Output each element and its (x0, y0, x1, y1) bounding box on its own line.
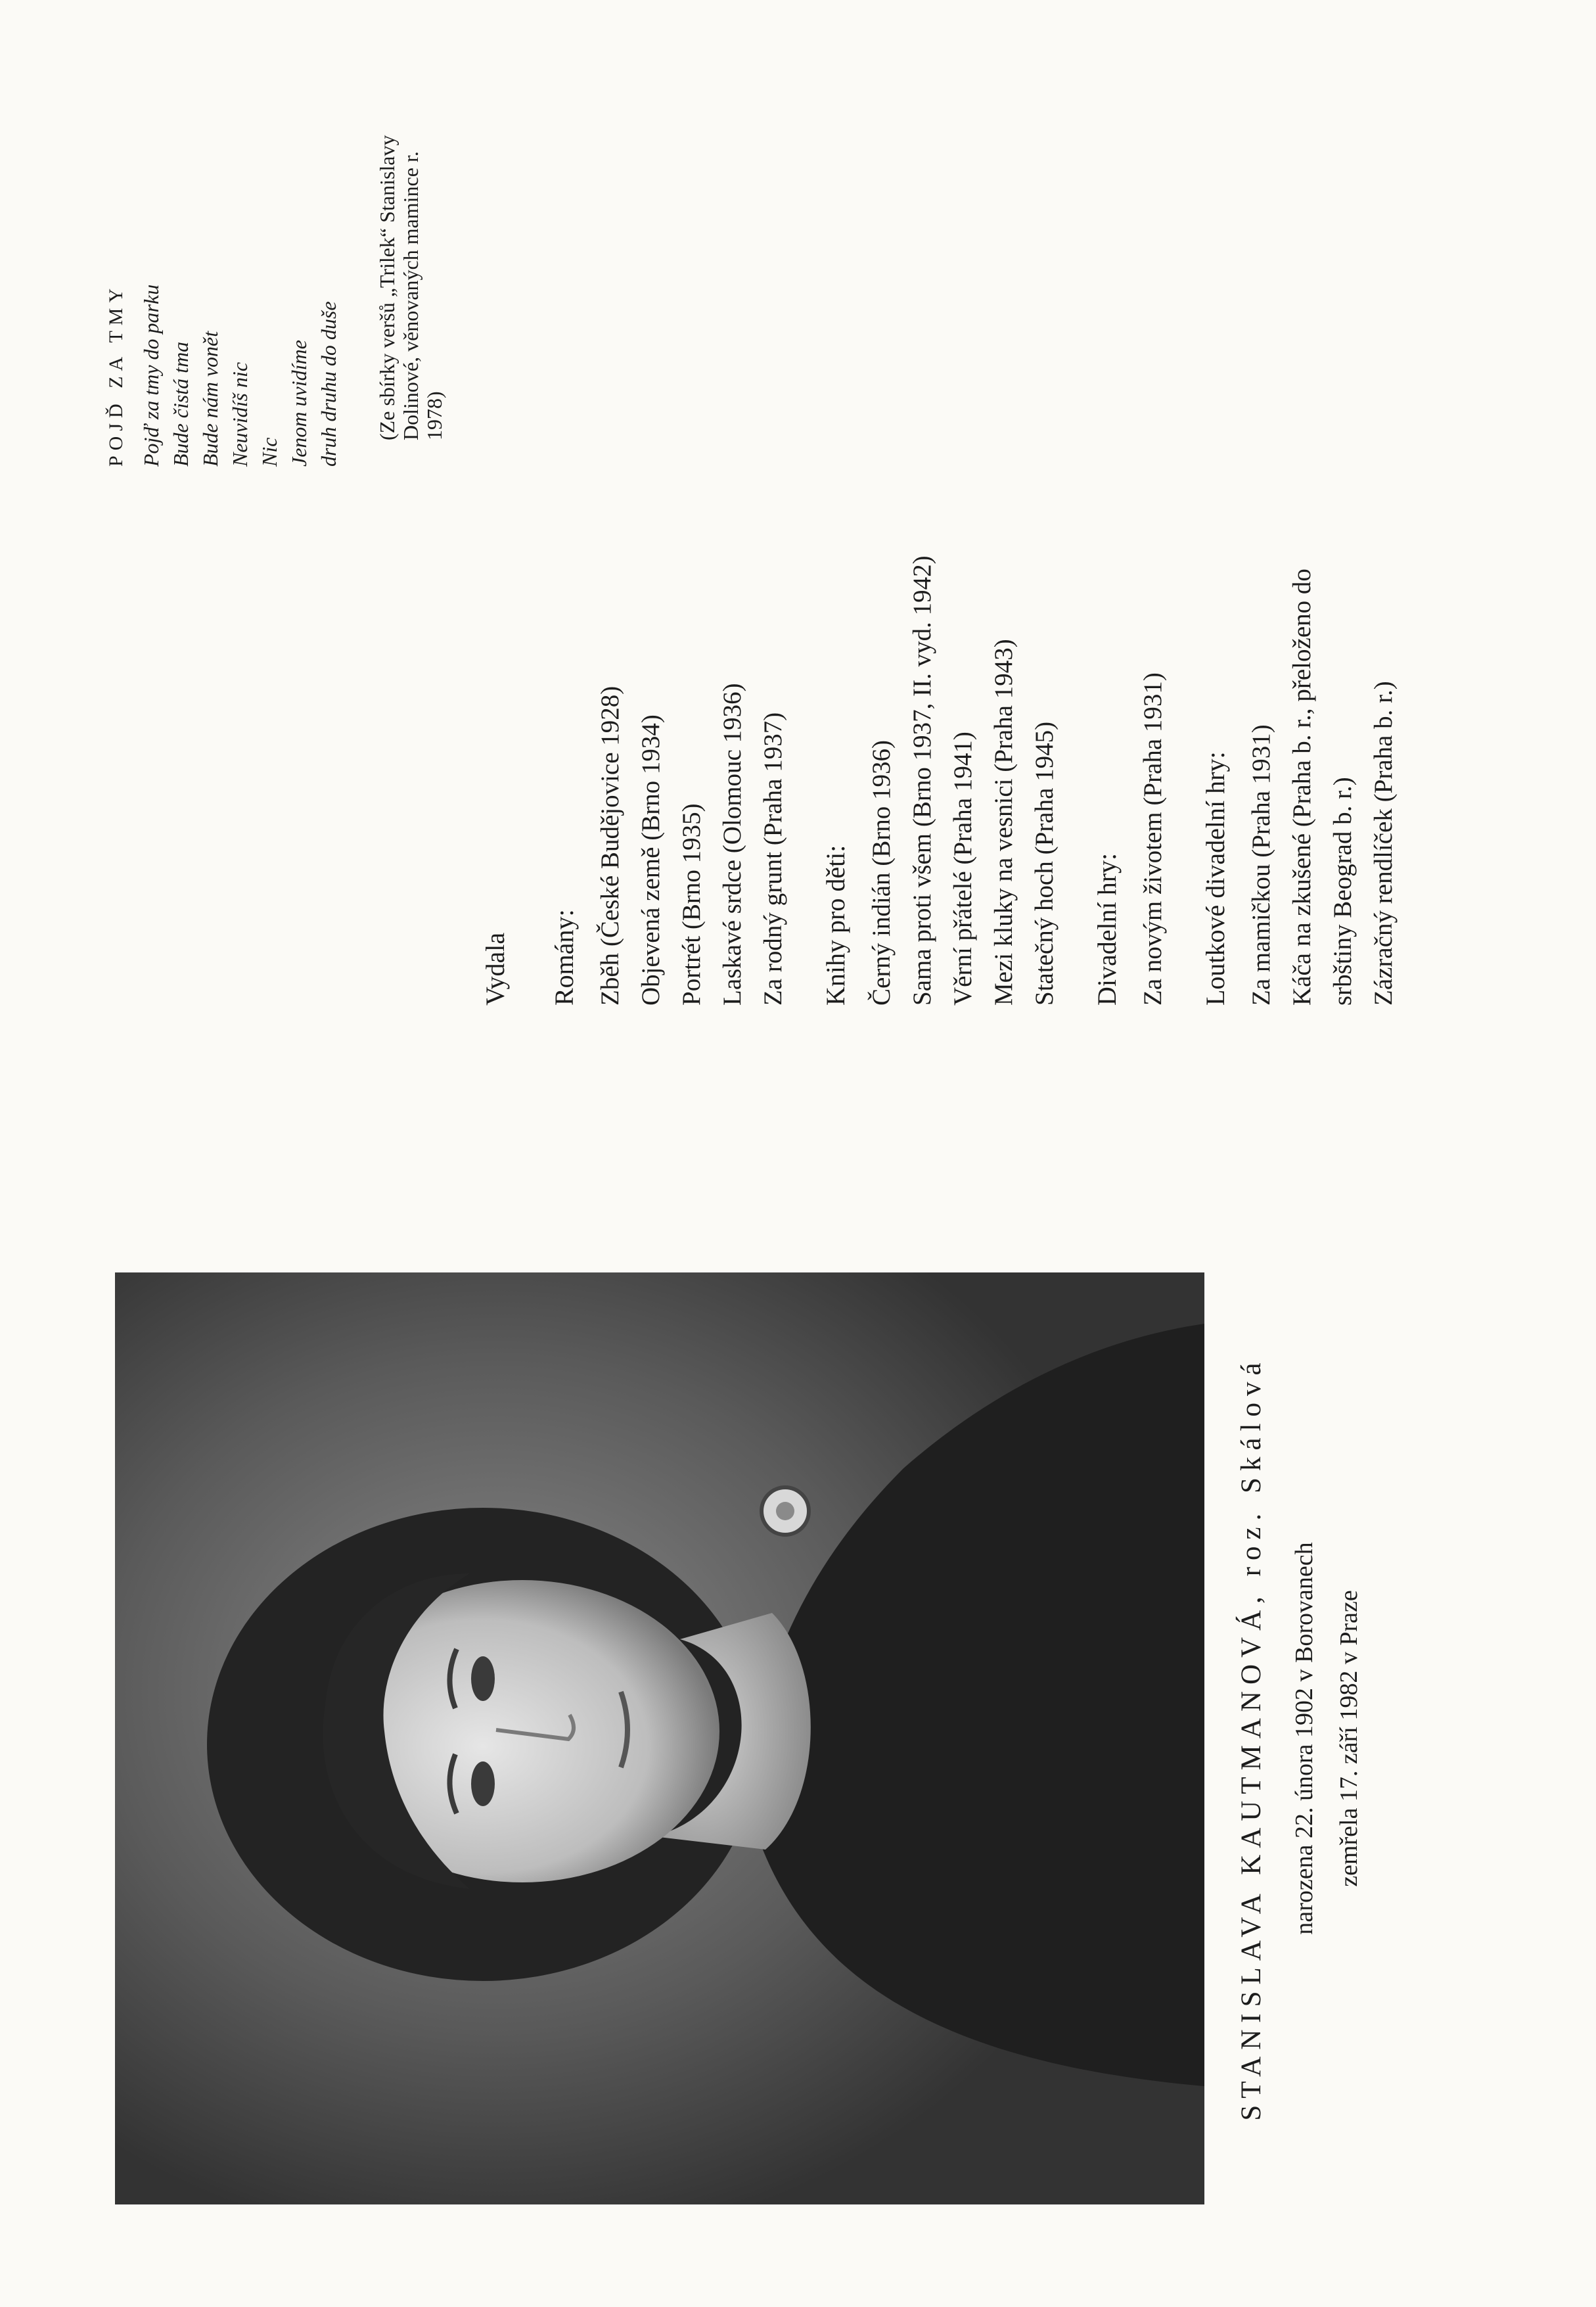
list-item: Sama proti všem (Brno 1937, II. vyd. 1942) (908, 555, 936, 1006)
list-item: Zázračný rendlíček (Praha b. r.) (1369, 681, 1398, 1006)
death-info: zemřela 17. září 1982 v Praze (1335, 1590, 1363, 1887)
section-novels (549, 151, 794, 1006)
poem-line: Neuvidíš nic (228, 361, 252, 467)
section-childrens-books (820, 151, 1065, 1006)
list-item: Za novým životem (Praha 1931) (1139, 672, 1167, 1006)
list-item: Černý indián (Brno 1936) (867, 739, 896, 1006)
bibliography-heading: Vydala (480, 932, 510, 1006)
list-item: Za rodný grunt (Praha 1937) (759, 712, 787, 1006)
portrait-photo (115, 1272, 1204, 2204)
poem-line: Jenom uvidíme (287, 340, 311, 467)
list-item: Laskavé srdce (Olomouc 1936) (718, 683, 746, 1006)
section-puppet-plays (1200, 151, 1404, 1006)
author-name: STANISLAVA KAUTMANOVÁ, roz. Skálová (1236, 1356, 1267, 2121)
poem-line: druh druhu do duše (317, 301, 340, 467)
list-item: Mezi kluky na vesnici (Praha 1943) (990, 639, 1018, 1006)
list-item: Za mamičkou (Praha 1931) (1247, 724, 1275, 1006)
poem-title: POJĎ ZA TMY (105, 283, 127, 467)
section-title: Loutkové divadelní hry: (1200, 751, 1230, 1006)
birth-info: narozena 22. února 1902 v Borovanech (1290, 1542, 1318, 1935)
list-item: Zběh (České Budějovice 1928) (596, 686, 624, 1006)
poem-line: Pojď za tmy do parku (139, 284, 163, 467)
section-title: Knihy pro děti: (821, 845, 850, 1006)
section-title: Romány: (549, 909, 579, 1006)
section-plays (1091, 151, 1174, 1006)
portrait-caption (1235, 1272, 1371, 2204)
poem-line: Bude nám vonět (198, 331, 222, 467)
poem-source: (Ze sbírky veršů „Trilek“ Stanislavy Dolinové, věnovaných mamince r. 1978) (375, 135, 446, 440)
portrait-illustration (115, 1272, 1204, 2204)
poem (105, 39, 446, 467)
list-item: Portrét (Brno 1935) (677, 803, 706, 1006)
poem-line: Nic (258, 437, 281, 467)
list-item: Věrní přátelé (Praha 1941) (949, 732, 977, 1006)
list-item: Káča na zkušené (Praha b. r., přeloženo do srbštiny Beograd b. r.) (1288, 569, 1357, 1006)
bibliography (480, 151, 1430, 1006)
poem-line: Bude čistá tma (169, 341, 193, 467)
list-item: Objevená země (Brno 1934) (637, 714, 665, 1006)
list-item: Statečný hoch (Praha 1945) (1030, 721, 1059, 1006)
section-title: Divadelní hry: (1092, 852, 1122, 1006)
